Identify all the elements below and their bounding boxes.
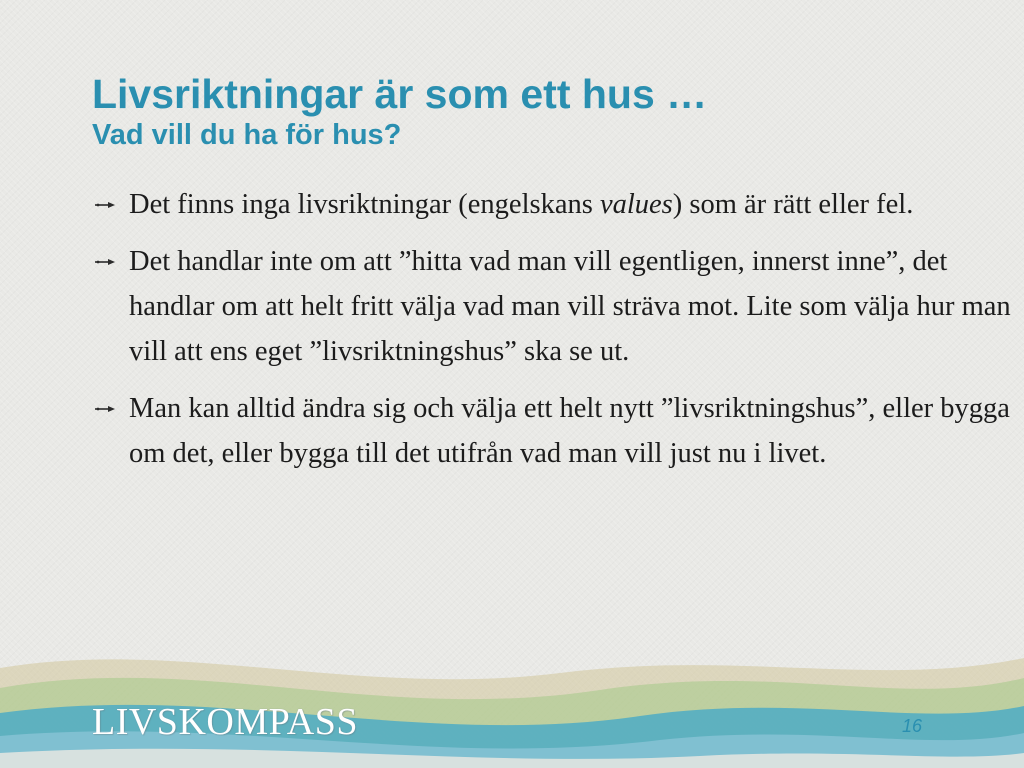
emphasis-text: values xyxy=(599,189,673,220)
arrow-right-icon xyxy=(93,200,117,210)
livskompass-logo: LIVSKOMPASS xyxy=(92,701,358,743)
slide-subtitle: Vad vill du ha för hus? xyxy=(92,119,402,151)
bullet-list xyxy=(90,182,1015,488)
slide-title: Livsriktningar är som ett hus … xyxy=(92,71,708,117)
page-number: 16 xyxy=(902,716,923,736)
arrow-right-icon xyxy=(93,257,117,267)
title-block xyxy=(92,70,972,152)
bullet-item xyxy=(90,386,1015,476)
bullet-item xyxy=(90,182,1015,227)
arrow-right-icon xyxy=(93,404,117,414)
bullet-item xyxy=(90,239,1015,374)
bullet-text: Man kan alltid ändra sig och välja ett helt nytt ”livsriktningshus”, eller bygga om det, eller bygga till det utifrån vad man vill just nu i livet. xyxy=(129,393,1010,469)
bullet-text: Det finns inga livsriktningar (engelskans values) som är rätt eller fel. xyxy=(129,189,914,220)
footer-waves xyxy=(0,628,1024,768)
bullet-text: Det handlar inte om att ”hitta vad man vill egentligen, innerst inne”, det handlar om att helt fritt välja vad man vill sträva mot. Lite som välja hur man vill att ens eget ”livsriktningshus” ska se ut. xyxy=(129,246,1011,367)
